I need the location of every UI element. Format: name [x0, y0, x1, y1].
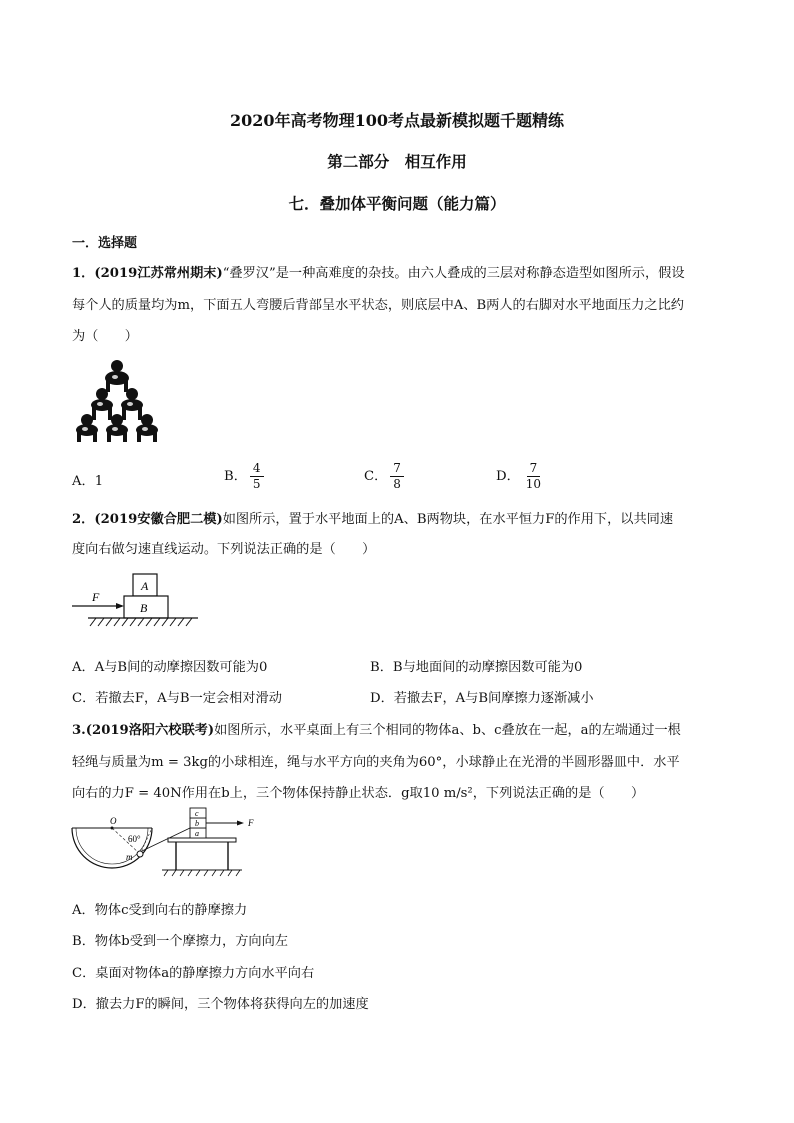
q3-label-a: a — [195, 829, 199, 838]
q3-label-f: F — [248, 818, 254, 828]
q3-option-d: D．撤去力F的瞬间，三个物体将获得向左的加速度 — [72, 997, 369, 1012]
section-heading: 一．选择题 — [72, 236, 138, 251]
q2-label-b: B — [140, 601, 148, 615]
q1-option-c: C． $\frac{7}{8}$ — [364, 461, 404, 492]
q1-option-d: D． $\frac{7}{10}$ — [496, 461, 542, 491]
q3-option-a: A．物体c受到向右的静摩擦力 — [72, 903, 248, 918]
q2-figure-blocks — [88, 570, 198, 634]
q3-label-c: c — [195, 809, 199, 818]
q1-stem-1: “叠罗汉”是一种高难度的杂技。由六人叠成的三层对称静态造型如图所示，假设 — [222, 266, 685, 281]
q1-label-a: A — [86, 435, 91, 444]
q1-line1 — [72, 262, 732, 281]
q2-line2: 度向右做匀速直线运动。下列说法正确的是（ ） — [72, 542, 376, 557]
q3-label-b: b — [195, 819, 199, 828]
q2-option-d: D．若撤去F，A与B间摩擦力逐渐减小 — [370, 691, 594, 706]
q2-source: (2019安徽合肥二模) — [94, 512, 223, 527]
q1-number: 1． — [72, 266, 95, 281]
q1-source: (2019江苏常州期末) — [94, 266, 223, 281]
q3-label-angle: 60° — [128, 834, 141, 844]
q3-stem-1: 如图所示，水平桌面上有三个相同的物体a、b、c叠放在一起，a的左端通过一根 — [214, 723, 681, 738]
q2-line1 — [72, 508, 732, 527]
q1-label-b: B — [116, 435, 121, 444]
q3-source: (2019洛阳六校联考) — [85, 723, 215, 738]
q2-label-a: A — [141, 579, 149, 593]
q2-label-f: F — [92, 590, 100, 604]
q3-number: 3. — [72, 723, 86, 738]
q3-line2: 轻绳与质量为m = 3kg的小球相连，绳与水平方向的夹角为60°，小球静止在光滑的半圆形器皿中．水平 — [72, 755, 680, 770]
q1-option-b: B． $\frac{4}{5}$ — [224, 461, 264, 492]
q3-figure — [72, 804, 272, 884]
q1-line2: 每个人的质量均为m，下面五人弯腰后背部呈水平状态，则底层中A、B两人的右脚对水平地面压力之比约 — [72, 298, 684, 313]
q1-figure-pyramid — [72, 356, 162, 444]
q2-option-b: B．B与地面间的动摩擦因数可能为0 — [370, 660, 583, 675]
q1-option-a: A．1 — [72, 474, 104, 489]
q2-option-a: A．A与B间的动摩擦因数可能为0 — [72, 660, 268, 675]
q3-label-m: m — [126, 852, 133, 862]
q2-stem-1: 如图所示，置于水平地面上的A、B两物块，在水平恒力F的作用下，以共同速 — [222, 512, 674, 527]
q1-line3: 为（ ） — [72, 329, 138, 344]
q3-option-b: B．物体b受到一个摩擦力，方向向左 — [72, 934, 288, 949]
q3-line1 — [72, 719, 732, 738]
q2-option-c: C．若撤去F，A与B一定会相对滑动 — [72, 691, 282, 706]
chapter-heading: 七．叠加体平衡问题（能力篇） — [288, 194, 506, 213]
part-heading: 第二部分 相互作用 — [327, 152, 467, 171]
q3-option-c: C．桌面对物体a的静摩擦力方向水平向右 — [72, 966, 315, 981]
q3-line3: 向右的力F = 40N作用在b上，三个物体保持静止状态．g取10 m/s²，下列说法正确的是（ ） — [72, 786, 645, 801]
q2-number: 2． — [72, 512, 95, 527]
doc-title: 2020年高考物理100考点最新模拟题千题精练 — [230, 111, 564, 130]
q3-label-o: O — [110, 816, 117, 826]
